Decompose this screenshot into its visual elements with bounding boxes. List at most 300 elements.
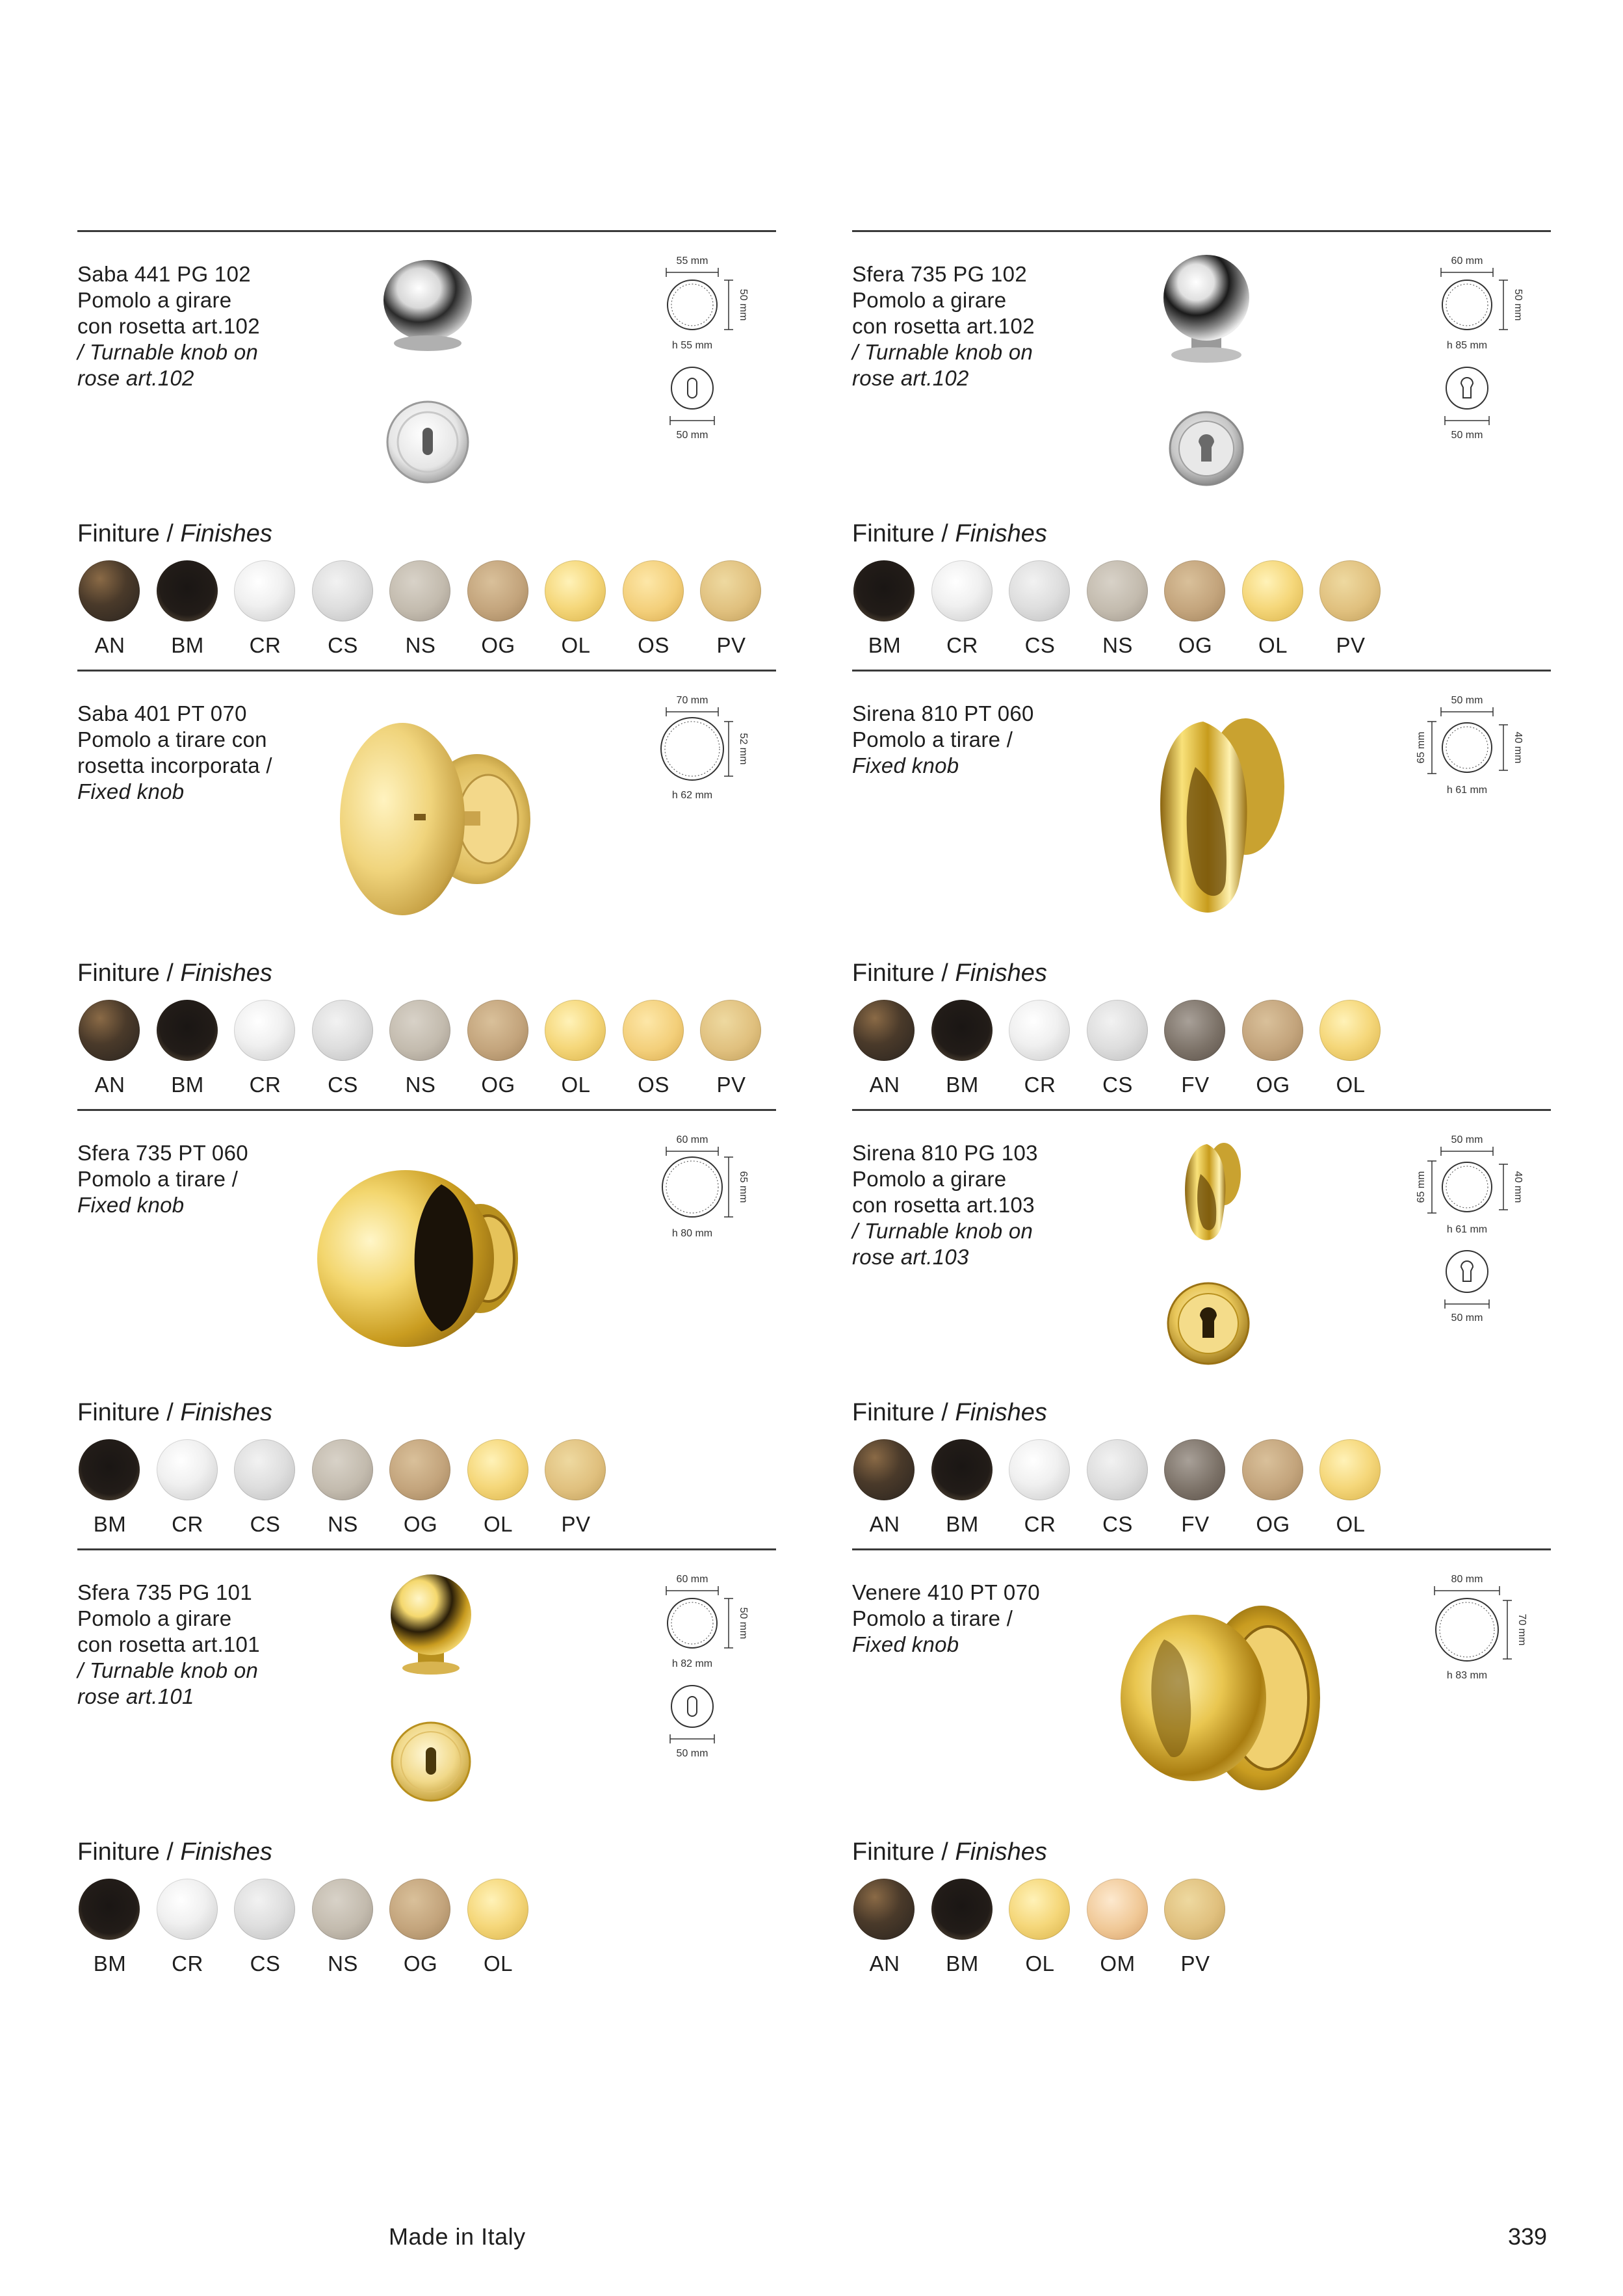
finishes-heading-it: Finiture [77, 959, 160, 987]
finishes-heading-sep: / [159, 1399, 181, 1426]
finish-code-label: OG [1178, 633, 1213, 657]
finish-code-label: BM [946, 1512, 979, 1536]
title-line: Fixed knob [77, 1193, 185, 1217]
dimension-drawing [643, 250, 776, 510]
dimension-drawing [1418, 1128, 1551, 1389]
finishes-heading-sep: / [934, 959, 955, 987]
finish-code-label: FV [1181, 1073, 1210, 1097]
finish-swatch-color [931, 1439, 993, 1500]
finishes-heading [77, 520, 272, 548]
finish-swatches [77, 1879, 776, 1976]
finish-swatch-og [466, 560, 531, 658]
dim-height-label: 50 mm [738, 1607, 749, 1639]
finish-swatch-ol [543, 1000, 608, 1097]
finishes-heading-en: Finishes [955, 959, 1047, 987]
finish-code-label: BM [868, 633, 902, 657]
finish-code-label: OL [1258, 633, 1288, 657]
dimension-drawing [643, 1568, 776, 1828]
finish-swatch-color [79, 1879, 140, 1940]
finish-swatch-color [700, 560, 761, 621]
finishes-heading-en: Finishes [180, 1838, 272, 1866]
finish-code-label: BM [946, 1073, 979, 1097]
finishes-heading-it: Finiture [852, 520, 935, 547]
dim-height-label: 52 mm [738, 733, 749, 765]
product-card-saba-441-pg-102 [77, 230, 776, 668]
finish-swatch-color [467, 1439, 528, 1500]
finish-swatch-color [545, 560, 606, 621]
product-photo [1080, 1128, 1353, 1389]
finish-swatch-cr [233, 1000, 298, 1097]
dim-projection-label: h 85 mm [1446, 340, 1488, 351]
title-line: con rosetta art.102 [852, 314, 1035, 338]
finish-swatch-og [466, 1000, 531, 1097]
finish-swatch-bm [155, 1000, 220, 1097]
finishes-heading-en: Finishes [955, 1399, 1047, 1426]
finish-swatch-og [1163, 560, 1228, 658]
finish-swatch-color [1087, 1000, 1148, 1061]
divider [77, 1548, 776, 1550]
title-line: Pomolo a girare [852, 1167, 1007, 1191]
finish-swatch-color [623, 1000, 684, 1061]
dimension-drawing [1418, 250, 1551, 510]
product-photo [1080, 1568, 1353, 1828]
dim-rose-label: 50 mm [1451, 1312, 1483, 1324]
finish-swatch-an [77, 560, 142, 658]
product-photo [305, 250, 578, 510]
title-line: Sfera 735 PG 102 [852, 262, 1027, 286]
finish-swatch-fv [1163, 1000, 1228, 1097]
finish-swatch-color [389, 1439, 450, 1500]
divider [77, 1109, 776, 1111]
finish-swatch-cs [233, 1879, 298, 1976]
finish-swatch-pv [699, 1000, 764, 1097]
finish-code-label: CS [1102, 1512, 1133, 1536]
finish-swatch-bm [930, 1000, 995, 1097]
finish-code-label: OG [481, 633, 515, 657]
finish-swatch-og [1241, 1000, 1306, 1097]
finish-code-label: OG [403, 1512, 438, 1536]
title-line: rose art.102 [852, 366, 969, 390]
finishes-heading [852, 520, 1047, 548]
finishes-heading [852, 1399, 1047, 1427]
finish-code-label: PV [1180, 1951, 1210, 1976]
finishes-heading-sep: / [934, 1838, 955, 1866]
page-number: 339 [1508, 2223, 1548, 2250]
finish-code-label: PV [1336, 633, 1366, 657]
finishes-heading [77, 1399, 272, 1427]
product-card-sfera-735-pg-102 [852, 230, 1551, 668]
finish-swatch-color [312, 560, 373, 621]
finish-code-label: OL [483, 1951, 513, 1976]
made-in-italy: Made in Italy [389, 2223, 526, 2250]
finish-swatch-color [467, 1879, 528, 1940]
finish-swatch-color [79, 560, 140, 621]
finish-swatch-ol [466, 1439, 531, 1537]
finishes-heading [852, 959, 1047, 987]
finish-code-label: NS [405, 633, 436, 657]
finish-code-label: OL [483, 1512, 513, 1536]
finish-swatch-color [1009, 1879, 1070, 1940]
dim-rose-label: 50 mm [676, 1748, 708, 1759]
finish-swatch-color [1009, 560, 1070, 621]
dim-projection-label: h 61 mm [1446, 785, 1488, 796]
finish-swatch-color [1242, 1000, 1303, 1061]
divider [852, 230, 1551, 232]
finish-swatch-color [157, 560, 218, 621]
finishes-heading-en: Finishes [180, 1399, 272, 1426]
finish-swatch-color [1087, 560, 1148, 621]
finish-code-label: OL [561, 1073, 591, 1097]
finish-code-label: CR [172, 1951, 203, 1976]
finishes-heading-sep: / [934, 1399, 955, 1426]
finish-swatch-color [853, 1439, 915, 1500]
finish-code-label: AN [869, 1073, 900, 1097]
finish-code-label: NS [328, 1512, 358, 1536]
title-line: Pomolo a girare [852, 288, 1007, 312]
finish-swatch-ns [311, 1879, 376, 1976]
title-line: rose art.101 [77, 1684, 194, 1708]
finishes-heading-en: Finishes [180, 959, 272, 987]
title-line: con rosetta art.103 [852, 1193, 1035, 1217]
finishes-heading [77, 959, 272, 987]
finish-swatch-cs [311, 560, 376, 658]
finishes-heading-sep: / [159, 1838, 181, 1866]
finish-code-label: PV [716, 633, 746, 657]
finishes-heading-it: Finiture [852, 1399, 935, 1426]
finish-swatches [852, 1439, 1551, 1537]
finish-swatch-color [853, 560, 915, 621]
finish-swatch-os [621, 1000, 686, 1097]
dim-height-label: 50 mm [738, 289, 749, 321]
finish-code-label: NS [405, 1073, 436, 1097]
finish-swatches [77, 1439, 776, 1537]
finish-swatch-ol [1007, 1879, 1072, 1976]
finish-swatch-color [1164, 560, 1225, 621]
finishes-heading-sep: / [934, 520, 955, 547]
finish-swatch-fv [1163, 1439, 1228, 1537]
finish-swatch-color [931, 560, 993, 621]
dim-width-label: 60 mm [676, 1134, 708, 1145]
finish-swatch-color [157, 1000, 218, 1061]
title-line: / Turnable knob on [852, 340, 1033, 364]
finishes-heading-it: Finiture [77, 520, 160, 547]
finish-code-label: BM [93, 1951, 127, 1976]
finish-swatch-cs [233, 1439, 298, 1537]
finish-swatch-an [77, 1000, 142, 1097]
dim-projection-label: h 82 mm [671, 1658, 713, 1669]
title-line: Venere 410 PT 070 [852, 1580, 1040, 1604]
divider [852, 1109, 1551, 1111]
finish-code-label: OS [638, 633, 669, 657]
finish-code-label: CR [249, 1073, 281, 1097]
finish-code-label: CR [946, 633, 978, 657]
finish-code-label: OG [403, 1951, 438, 1976]
title-line: Sfera 735 PT 060 [77, 1141, 248, 1165]
finish-swatch-pv [543, 1439, 608, 1537]
finish-code-label: NS [328, 1951, 358, 1976]
dimension-drawing [643, 689, 776, 949]
title-line: Pomolo a tirare / [77, 1167, 239, 1191]
finish-code-label: NS [1102, 633, 1133, 657]
finishes-heading-sep: / [159, 520, 181, 547]
finish-swatch-ns [388, 560, 453, 658]
finish-code-label: OS [638, 1073, 669, 1097]
dim-width-label: 55 mm [676, 255, 708, 267]
product-card-sfera-735-pg-101 [77, 1548, 776, 1987]
finish-swatch-ns [1085, 560, 1150, 658]
finish-swatch-os [621, 560, 686, 658]
title-line: Pomolo a girare [77, 288, 232, 312]
dim-projection-label: h 62 mm [671, 790, 713, 801]
finishes-heading-en: Finishes [955, 520, 1047, 547]
title-line: Sfera 735 PG 101 [77, 1580, 252, 1604]
dim-left-label: 65 mm [1416, 731, 1427, 764]
finish-swatch-color [1319, 1439, 1381, 1500]
finish-swatch-cs [1085, 1000, 1150, 1097]
finish-swatch-color [1319, 560, 1381, 621]
finish-swatch-ol [1318, 1439, 1383, 1537]
finish-code-label: OG [1256, 1512, 1290, 1536]
finish-swatch-bm [930, 1879, 995, 1976]
finish-code-label: OL [561, 633, 591, 657]
dim-width-label: 50 mm [1451, 1134, 1483, 1145]
dimension-drawing [1418, 1568, 1551, 1828]
divider [852, 670, 1551, 672]
finish-swatch-cs [1007, 560, 1072, 658]
divider [852, 1548, 1551, 1550]
finish-swatch-color [157, 1439, 218, 1500]
finish-swatch-cr [155, 1439, 220, 1537]
finish-swatch-bm [77, 1879, 142, 1976]
product-card-sirena-810-pg-103 [852, 1109, 1551, 1547]
title-line: Fixed knob [852, 1632, 959, 1656]
finish-code-label: AN [869, 1512, 900, 1536]
finish-code-label: CS [250, 1512, 281, 1536]
dim-height-label: 40 mm [1513, 731, 1524, 764]
finish-swatch-color [157, 1879, 218, 1940]
finish-swatch-color [931, 1879, 993, 1940]
finish-swatches [77, 1000, 776, 1097]
finish-swatch-bm [930, 1439, 995, 1537]
dim-rose-label: 50 mm [676, 430, 708, 441]
finish-swatch-color [853, 1879, 915, 1940]
finish-code-label: AN [94, 633, 125, 657]
finish-swatch-color [1009, 1000, 1070, 1061]
finish-swatch-color [1009, 1439, 1070, 1500]
finish-code-label: CS [1102, 1073, 1133, 1097]
finish-swatch-ol [1318, 1000, 1383, 1097]
finishes-heading-it: Finiture [77, 1838, 160, 1866]
product-card-saba-401-pt-070 [77, 670, 776, 1108]
finish-swatch-og [1241, 1439, 1306, 1537]
divider [77, 230, 776, 232]
title-line: Saba 401 PT 070 [77, 701, 247, 725]
finish-swatch-color [467, 1000, 528, 1061]
finish-swatch-color [1242, 1439, 1303, 1500]
finish-swatch-color [79, 1439, 140, 1500]
title-line: Fixed knob [852, 753, 959, 777]
finish-code-label: CR [172, 1512, 203, 1536]
finish-swatch-cs [1085, 1439, 1150, 1537]
divider [77, 670, 776, 672]
dim-rose-label: 50 mm [1451, 430, 1483, 441]
finish-code-label: CR [249, 633, 281, 657]
finish-code-label: OL [1336, 1073, 1366, 1097]
finish-swatch-cs [311, 1000, 376, 1097]
product-photo [305, 1568, 578, 1828]
title-line: Pomolo a tirare / [852, 727, 1013, 751]
title-line: / Turnable knob on [852, 1219, 1033, 1243]
finish-code-label: CR [1024, 1512, 1056, 1536]
dim-width-label: 80 mm [1451, 1574, 1483, 1585]
finish-swatches [852, 560, 1551, 658]
finishes-heading [77, 1838, 272, 1866]
dimension-drawing [643, 1128, 776, 1389]
finish-swatch-bm [852, 560, 917, 658]
finish-code-label: OM [1100, 1951, 1136, 1976]
finish-swatch-bm [155, 560, 220, 658]
finish-swatch-og [388, 1439, 453, 1537]
finish-code-label: BM [171, 1073, 204, 1097]
title-line: Pomolo a girare [77, 1606, 232, 1630]
finish-swatch-color [623, 560, 684, 621]
finishes-heading-it: Finiture [852, 1838, 935, 1866]
product-card-sfera-735-pt-060 [77, 1109, 776, 1547]
dim-height-label: 50 mm [1513, 289, 1524, 321]
title-line: Pomolo a tirare / [852, 1606, 1013, 1630]
finish-code-label: CS [1024, 633, 1056, 657]
dim-width-label: 60 mm [676, 1574, 708, 1585]
finish-code-label: CS [328, 633, 358, 657]
finish-swatch-om [1085, 1879, 1150, 1976]
finish-swatch-color [234, 1879, 295, 1940]
finishes-heading-sep: / [159, 959, 181, 987]
title-line: Sirena 810 PG 103 [852, 1141, 1038, 1165]
finish-swatch-an [852, 1879, 917, 1976]
finish-swatch-color [1087, 1879, 1148, 1940]
finish-swatch-color [545, 1439, 606, 1500]
dim-left-label: 65 mm [1416, 1171, 1427, 1203]
finish-swatches [852, 1000, 1551, 1097]
finish-swatch-color [545, 1000, 606, 1061]
finishes-heading-en: Finishes [180, 520, 272, 547]
finish-swatch-cr [930, 560, 995, 658]
finish-swatch-color [1242, 560, 1303, 621]
finish-swatch-bm [77, 1439, 142, 1537]
finish-code-label: OL [1336, 1512, 1366, 1536]
finish-code-label: BM [93, 1512, 127, 1536]
dim-height-label: 65 mm [738, 1171, 749, 1203]
finish-code-label: OG [1256, 1073, 1290, 1097]
finishes-heading-en: Finishes [955, 1838, 1047, 1866]
finish-code-label: CS [328, 1073, 358, 1097]
finish-code-label: OL [1025, 1951, 1055, 1976]
finish-swatch-ns [388, 1000, 453, 1097]
finish-swatch-color [1164, 1000, 1225, 1061]
finish-code-label: BM [946, 1951, 979, 1976]
finish-swatch-color [389, 560, 450, 621]
product-photo [305, 1128, 578, 1389]
finish-code-label: OG [481, 1073, 515, 1097]
title-line: Fixed knob [77, 779, 185, 803]
finish-swatch-color [700, 1000, 761, 1061]
dim-projection-label: h 61 mm [1446, 1224, 1488, 1235]
title-line: Sirena 810 PT 060 [852, 701, 1034, 725]
finishes-heading [852, 1838, 1047, 1866]
finish-swatch-color [312, 1439, 373, 1500]
finish-swatch-ns [311, 1439, 376, 1537]
finish-swatch-color [312, 1879, 373, 1940]
finish-swatch-ol [1241, 560, 1306, 658]
finish-swatch-an [852, 1000, 917, 1097]
finish-swatch-cr [233, 560, 298, 658]
dim-width-label: 50 mm [1451, 695, 1483, 706]
finish-swatch-color [312, 1000, 373, 1061]
finish-swatch-an [852, 1439, 917, 1537]
finishes-heading-it: Finiture [77, 1399, 160, 1426]
dim-height-label: 40 mm [1513, 1171, 1524, 1203]
finish-swatch-ol [466, 1879, 531, 1976]
finish-swatch-cr [155, 1879, 220, 1976]
finish-code-label: FV [1181, 1512, 1210, 1536]
finish-swatch-og [388, 1879, 453, 1976]
finish-swatch-color [931, 1000, 993, 1061]
dim-projection-label: h 55 mm [671, 340, 713, 351]
finish-swatch-color [1319, 1000, 1381, 1061]
title-line: con rosetta art.101 [77, 1632, 260, 1656]
title-line: / Turnable knob on [77, 1658, 259, 1682]
product-card-sirena-810-pt-060 [852, 670, 1551, 1108]
finish-swatch-color [1087, 1439, 1148, 1500]
finish-swatch-color [79, 1000, 140, 1061]
finishes-heading-it: Finiture [852, 959, 935, 987]
finish-swatch-pv [1318, 560, 1383, 658]
finish-swatch-color [234, 1439, 295, 1500]
title-line: Pomolo a tirare con [77, 727, 267, 751]
finish-swatch-color [467, 560, 528, 621]
finish-swatch-pv [1163, 1879, 1228, 1976]
finish-swatches [852, 1879, 1551, 1976]
finish-swatch-color [1164, 1439, 1225, 1500]
finish-swatch-pv [699, 560, 764, 658]
finish-swatch-ol [543, 560, 608, 658]
finish-code-label: CS [250, 1951, 281, 1976]
finish-swatch-color [1164, 1879, 1225, 1940]
finish-code-label: BM [171, 633, 204, 657]
title-line: rose art.102 [77, 366, 194, 390]
finish-code-label: AN [869, 1951, 900, 1976]
finish-swatch-cr [1007, 1000, 1072, 1097]
finish-swatch-color [853, 1000, 915, 1061]
dim-projection-label: h 80 mm [671, 1228, 713, 1239]
product-photo [1080, 250, 1353, 510]
title-line: Saba 441 PG 102 [77, 262, 251, 286]
title-line: con rosetta art.102 [77, 314, 260, 338]
product-photo [1080, 689, 1353, 949]
finish-swatch-color [389, 1000, 450, 1061]
finish-code-label: PV [561, 1512, 591, 1536]
dim-projection-label: h 83 mm [1446, 1670, 1488, 1681]
finish-swatch-color [234, 560, 295, 621]
product-card-venere-410-pt-070 [852, 1548, 1551, 1987]
title-line: / Turnable knob on [77, 340, 259, 364]
finish-code-label: PV [716, 1073, 746, 1097]
product-photo [305, 689, 578, 949]
finish-swatch-color [234, 1000, 295, 1061]
finish-code-label: CR [1024, 1073, 1056, 1097]
finish-code-label: AN [94, 1073, 125, 1097]
dim-width-label: 70 mm [676, 695, 708, 706]
